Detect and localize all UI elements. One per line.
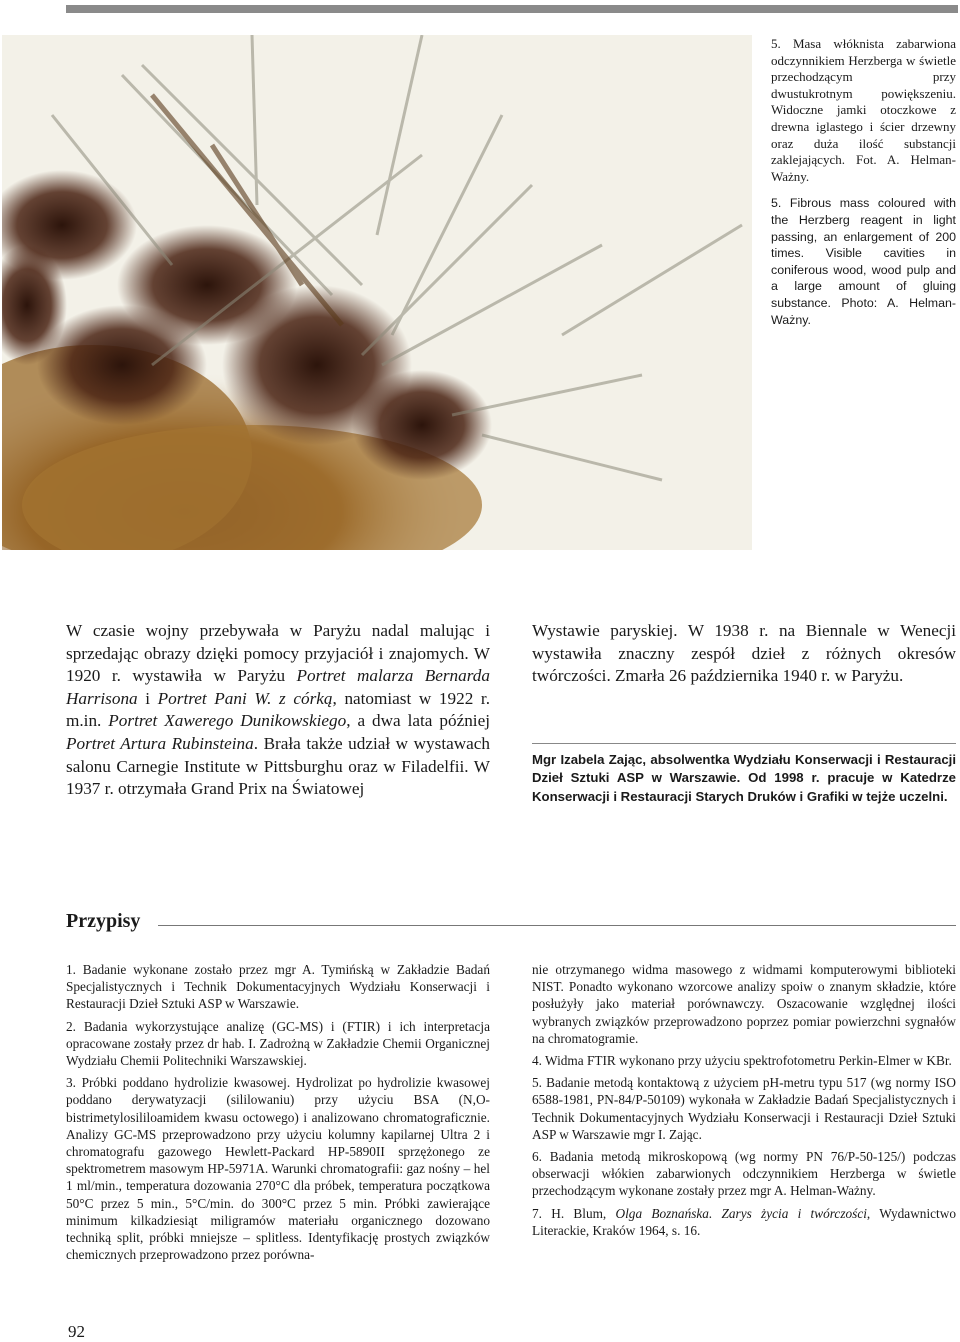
bio-divider bbox=[532, 743, 956, 744]
footnote-3-part-1: 3. Próbki poddano hydrolizie kwasowej. Hydrolizat po hydrolizie kwasowej poddano derywatyzacji (sililowaniu) przy użyciu BSA (N,O-bistrimetylosililoamidem kwasu octowego) i analizowano chromatograficznie. Analizy GC-MS przeprowadzono przy użyciu kolumny kapilarnej Ultra 2 i chromatografu gazowego Hewlett-Packard HP-5890II sprzężonego ze spektrometrem masowym HP-5971A. Warunki chromatografii: gaz nośny – hel 1 ml/min., temperatura dozowania 270°C dla próbek, temperatura początkowa 50°C przez 5 min., 5°C/min. do 300°C przez 5 min. Próbki zawierające minimum kilkadziesiąt miligramów materiału organicznego dozowano techniką split, próbki mniejsze – splitless. Identyfikację prostych związków chemicznych przeprowadzono przez porówna- bbox=[66, 1075, 490, 1263]
micrograph-image bbox=[2, 35, 752, 550]
article-text-span: , a dwa lata później bbox=[346, 711, 490, 731]
footnote-text-span: 7. H. Blum, bbox=[532, 1205, 616, 1221]
artwork-title: Portret malarza Bernarda Harrisona bbox=[66, 666, 490, 708]
article-text-left-column bbox=[66, 620, 490, 801]
book-title: Olga Boznańska. Zarys życia i twórczości bbox=[615, 1205, 867, 1221]
footnotes-right-column bbox=[532, 961, 956, 1244]
caption-polish: 5. Masa włóknista zabarwiona odczynnikiem Herzberga w świetle przechodzącym przy dwustukrotnym powiększeniu. Widoczne jamki otoczkowe z drewna iglastego i ścier drzewny oraz duża ilość substancji zaklejających. Fot. A. Helman-Ważny. bbox=[771, 36, 956, 184]
article-text-right-column: Wystawie paryskiej. W 1938 r. na Biennale w Wenecji wystawiła znaczny zespół dzieł z różnych okresów twórczości. Zmarła 26 października 1940 r. w Paryżu. bbox=[532, 621, 956, 686]
micrograph-figure-5 bbox=[2, 35, 752, 550]
footnote-2: 2. Badania wykorzystujące analizę (GC-MS) i (FTIR) i ich interpretacja opracowane zostały przez dr hab. I. Zadrożną w Zakładzie Chemii Organicznej Wydziału Chemii Politechniki Warszawskiej. bbox=[66, 1018, 490, 1069]
footnote-5: 5. Badanie metodą kontaktową z użyciem pH-metru typu 517 (wg normy ISO 6588-1981, PN-84/P-50109) wykonała w Zakładzie Badań Specjalistycznych i Technik Dokumentacyjnych Wydziału Konserwacji i Restauracji Dzieł Sztuki ASP w Warszawie mgr I. Zając. bbox=[532, 1075, 956, 1142]
caption-english: 5. Fibrous mass coloured with the Herzberg reagent in light passing, an enlargement of 200 times. Visible cavities in coniferous wood, wood pulp and a large amount of gluing substance. Photo: A. Helman-Ważny. bbox=[771, 196, 956, 327]
footnote-6: 6. Badania metodą mikroskopową (wg normy PN 76/P-50-125/) podczas obserwacji włókien zabarwionych odczynnikiem Herzberga w świetle przechodzącym wykonane zostały przez mgr A. Helman-Ważny. bbox=[532, 1149, 956, 1199]
footnote-text-span: , Wydawnictwo Literackie, Kraków 1964, s. 16. bbox=[532, 1205, 956, 1238]
figure-caption bbox=[771, 36, 956, 338]
artwork-title: Portret Xawerego Dunikowskiego bbox=[108, 711, 347, 731]
footnote-7 bbox=[532, 1205, 956, 1239]
footnotes-heading: Przypisy bbox=[66, 910, 141, 932]
footnote-1: 1. Badanie wykonane zostało przez mgr A. Tymińską w Zakładzie Badań Specjalistycznych i Technik Dokumentacyjnych Wydziału Konserwacji i Restauracji Dzieł Sztuki ASP w Warszawie. bbox=[66, 962, 490, 1012]
article-text-span: i bbox=[137, 688, 158, 708]
footnotes-heading-rule bbox=[158, 925, 956, 926]
author-bio: Mgr Izabela Zając, absolwentka Wydziału Konserwacji i Restauracji Dzieł Sztuki ASP w Warszawie. Od 1998 r. pracuje w Katedrze Konserwacji i Restauracji Starych Druków i Grafiki w tejże uczelni. bbox=[532, 752, 956, 804]
top-rule bbox=[66, 5, 958, 13]
footnote-3-part-2: nie otrzymanego widma masowego z widmami komputerowymi biblioteki NIST. Ponadto wykonano wzorcowe analizy spoiw o znanym składzie, które posłużyły jako materiał porównawczy. Oszacowanie względnej ilości wybranych związków przeprowadzono poprzez pomiar powierzchni sygnałów na chromatogramie. bbox=[532, 962, 956, 1046]
footnotes-left-column bbox=[66, 961, 490, 1268]
article-text-span: W czasie wojny przebywała w Paryżu nadal malując i sprzedając obrazy dzięki pomocy przyjaciół i znajomych. W 1920 r. wystawiła w Paryżu bbox=[66, 621, 490, 686]
artwork-title: Portret Artura Rubinsteina bbox=[66, 733, 254, 753]
article-text-span: , natomiast w 1922 r. m.in. bbox=[66, 688, 490, 731]
artwork-title: Portret Pani W. z córką bbox=[157, 688, 333, 708]
page-number: 92 bbox=[68, 1322, 85, 1341]
footnote-4: 4. Widma FTIR wykonano przy użyciu spektrofotometru Perkin-Elmer w KBr. bbox=[532, 1053, 952, 1069]
article-text-span: . Brała także udział w wystawach salonu Carnegie Institute w Pittsburghu oraz w Filadelfii. W 1937 r. otrzymała Grand Prix na Światowej bbox=[66, 733, 490, 799]
